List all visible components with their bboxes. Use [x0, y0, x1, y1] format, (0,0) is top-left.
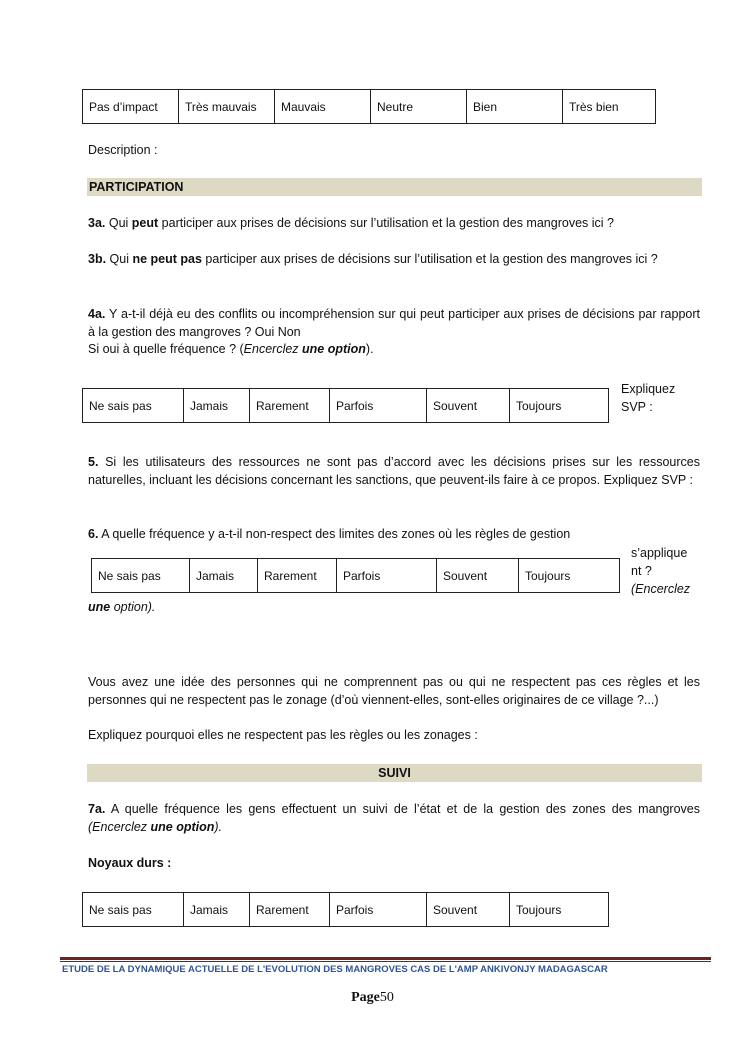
paragraph-persons: Vous avez une idée des personnes qui ne comprennent pas ou qui ne respectent pas ces règles et les personnes qui ne respectent pas le zonage (d’où viennent-elles, sont-elles originaires de ce village ?...) [88, 675, 700, 707]
option-cell: Jamais [190, 559, 258, 593]
question-6: 6. A quelle fréquence y a-t-il non-respect des limites des zones où les règles de gestion [88, 527, 571, 541]
option-cell: Pas d’impact [83, 90, 179, 124]
option-cell: Mauvais [275, 90, 371, 124]
question-3a: 3a. Qui peut participer aux prises de décisions sur l’utilisation et la gestion des mangroves ici ? [88, 216, 614, 230]
option-cell: Souvent [437, 559, 519, 593]
question-7a: 7a. A quelle fréquence les gens effectuent un suivi de l’état et de la gestion des zones des mangroves (Encerclez une option). [88, 802, 700, 834]
paragraph-explain: Expliquez pourquoi elles ne respectent pas les règles ou les zonages : [88, 728, 478, 742]
option-cell: Ne sais pas [83, 389, 184, 423]
option-cell: Ne sais pas [83, 893, 184, 927]
option-cell: Bien [467, 90, 563, 124]
description-label: Description : [88, 143, 158, 157]
option-cell: Parfois [330, 893, 427, 927]
footer-rule-thin [60, 961, 711, 962]
option-cell: Rarement [258, 559, 337, 593]
option-cell: Très bien [563, 90, 656, 124]
impact-options-table [82, 89, 656, 124]
question-4a: 4a. Y a-t-il déjà eu des conflits ou incompréhension sur qui peut participer aux prises de décisions par rapport à la gestion des mangroves ? Oui Non Si oui à quelle fréquence ? (Encerclez une option). [88, 307, 700, 356]
option-cell: Parfois [337, 559, 437, 593]
option-cell: Toujours [510, 893, 609, 927]
footer-text: ETUDE DE LA DYNAMIQUE ACTUELLE DE L'EVOLUTION DES MANGROVES CAS DE L'AMP ANKIVONJY MADAGASCAR [62, 964, 608, 975]
option-cell: Rarement [250, 893, 330, 927]
question-6-tail: une option). [88, 600, 156, 614]
option-cell: Souvent [427, 389, 510, 423]
question-5: 5. Si les utilisateurs des ressources ne sont pas d’accord avec les décisions prises sur les ressources naturelles, incluant les décisions concernant les sanctions, que peuvent-ils faire à ce propos. Expliquez SVP : [88, 455, 700, 487]
frequency-options-table-6 [91, 558, 620, 593]
option-cell: Toujours [519, 559, 620, 593]
noyaux-label: Noyaux durs : [88, 856, 172, 870]
question-6-side-text: s’applique nt ? (Encerclez [631, 546, 691, 596]
option-cell: Souvent [427, 893, 510, 927]
frequency-options-table-7a [82, 892, 609, 927]
option-cell: Ne sais pas [92, 559, 190, 593]
option-cell: Rarement [250, 389, 330, 423]
option-cell: Jamais [184, 893, 250, 927]
option-cell: Parfois [330, 389, 427, 423]
option-cell: Très mauvais [179, 90, 275, 124]
option-cell: Toujours [510, 389, 609, 423]
page-number: Page50 [351, 990, 394, 1005]
explain-label: Expliquez SVP : [621, 382, 676, 414]
section-suivi: SUIVI [87, 764, 702, 782]
option-cell: Neutre [371, 90, 467, 124]
frequency-options-table-4a [82, 388, 609, 423]
footer-rule [60, 957, 711, 960]
option-cell: Jamais [184, 389, 250, 423]
question-3b: 3b. Qui ne peut pas participer aux prises de décisions sur l’utilisation et la gestion des mangroves ici ? [88, 252, 658, 266]
section-participation: PARTICIPATION [87, 178, 702, 196]
